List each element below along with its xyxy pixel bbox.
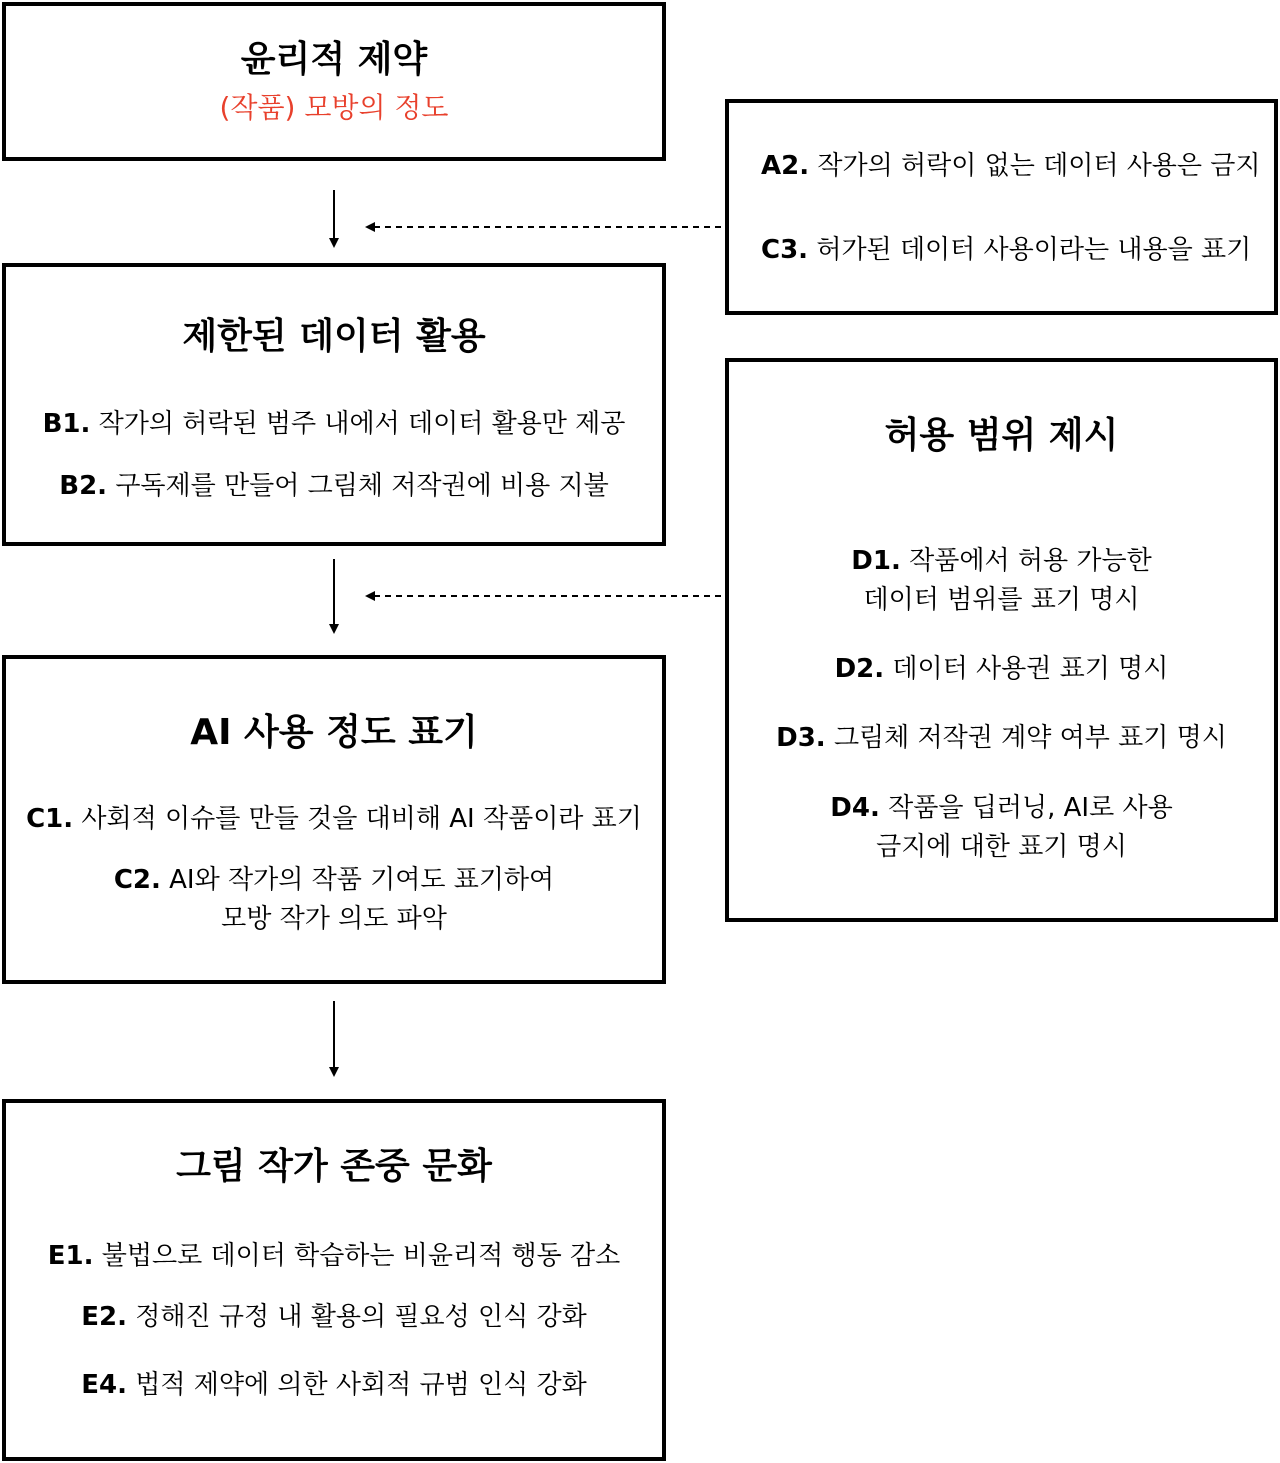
- item-text: 데이터 사용권 표기 명시: [892, 654, 1169, 684]
- item-code: D4.: [830, 793, 880, 823]
- item-text: 작품을 딥러닝, AI로 사용: [888, 793, 1173, 823]
- item-text: 구독제를 만들어 그림체 저작권에 비용 지불: [115, 471, 609, 501]
- item-text: 불법으로 데이터 학습하는 비윤리적 행동 감소: [101, 1241, 621, 1271]
- ai-usage-title: AI 사용 정도 표기: [190, 712, 478, 753]
- item-text: AI와 작가의 작품 기여도 표기하여: [169, 865, 555, 895]
- item-text: 작가의 허락이 없는 데이터 사용은 금지: [817, 151, 1261, 181]
- ethical-constraint-subtitle: (작품) 모방의 정도: [219, 91, 449, 124]
- item-text: 허가된 데이터 사용이라는 내용을 표기: [816, 235, 1252, 265]
- item-code: B2.: [59, 471, 108, 501]
- item-code: E2.: [81, 1302, 127, 1332]
- item-code: B1.: [42, 409, 91, 439]
- allowed-scope-item-d4-line2: 금지에 대한 표기 명시: [876, 832, 1127, 862]
- ai-usage-item-c2-line2: 모방 작가 의도 파악: [221, 904, 447, 934]
- limited-data-title: 제한된 데이터 활용: [182, 316, 486, 357]
- item-text: 정해진 규정 내 활용의 필요성 인식 강화: [135, 1302, 587, 1332]
- artist-respect-title: 그림 작가 존중 문화: [176, 1146, 492, 1187]
- item-text: 작품에서 허용 가능한: [909, 546, 1152, 576]
- item-code: D1.: [851, 546, 901, 576]
- item-code: E4.: [81, 1370, 127, 1400]
- item-text: 법적 제약에 의한 사회적 규범 인식 강화: [135, 1370, 587, 1400]
- item-code: E1.: [47, 1241, 94, 1271]
- item-code: C2.: [113, 865, 161, 895]
- allowed-scope-title: 허용 범위 제시: [884, 415, 1119, 456]
- item-text: 작가의 허락된 범주 내에서 데이터 활용만 제공: [98, 409, 626, 439]
- item-code: D3.: [776, 723, 826, 753]
- allowed-scope-item-d1-line2: 데이터 범위를 표기 명시: [863, 585, 1140, 615]
- item-text: 사회적 이슈를 만들 것을 대비해 AI 작품이라 표기: [81, 804, 642, 834]
- item-code: D2.: [834, 654, 885, 684]
- ethical-constraint-title: 윤리적 제약: [240, 39, 428, 80]
- item-code: A2.: [761, 151, 810, 181]
- item-code: C1.: [26, 804, 74, 834]
- item-code: C3.: [761, 235, 809, 265]
- item-text: 그림체 저작권 계약 여부 표기 명시: [833, 723, 1227, 753]
